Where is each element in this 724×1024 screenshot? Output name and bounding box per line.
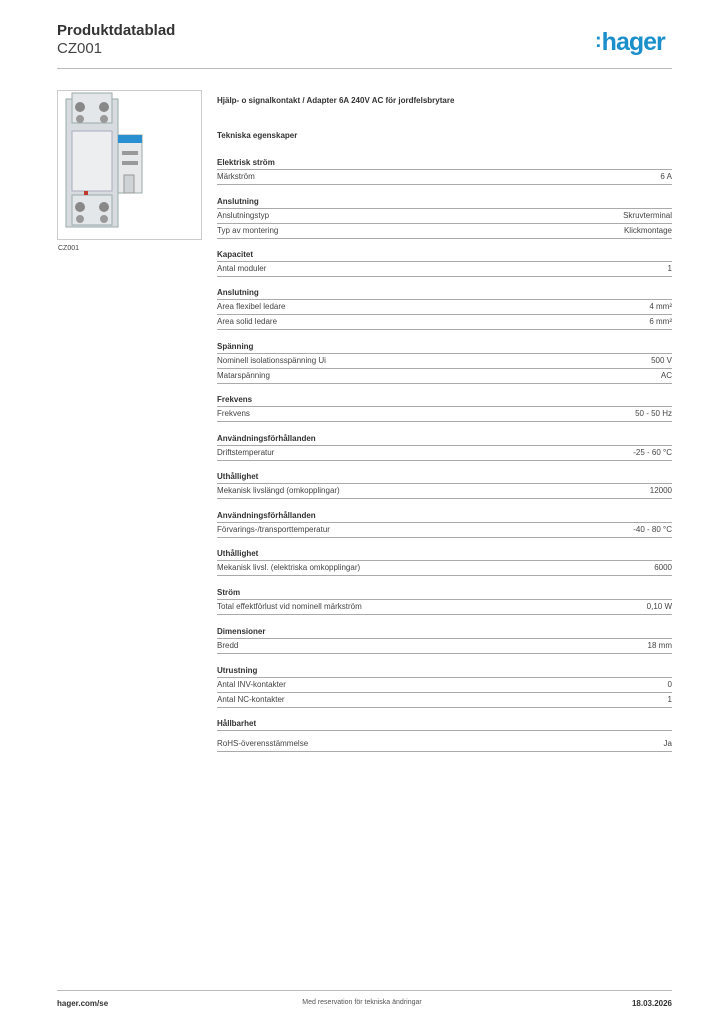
spec-value: Skruvterminal xyxy=(623,211,672,220)
spec-row xyxy=(217,561,672,576)
spec-section xyxy=(217,510,672,538)
header-divider xyxy=(57,68,672,69)
section-title: Utrustning xyxy=(217,665,672,678)
hager-logo: :hager xyxy=(595,28,665,56)
spec-section xyxy=(217,157,672,185)
spec-label: Mekanisk livsl. (elektriska omkopplingar) xyxy=(217,563,361,572)
section-title: Ström xyxy=(217,587,672,600)
spec-row xyxy=(217,354,672,369)
section-title: Frekvens xyxy=(217,394,672,407)
spec-row xyxy=(217,678,672,693)
image-caption: CZ001 xyxy=(58,245,80,252)
spec-label: Total effektförlust vid nominell märkström xyxy=(217,602,362,611)
section-title: Elektrisk ström xyxy=(217,157,672,170)
spec-row xyxy=(217,446,672,461)
spec-label: Mekanisk livslängd (omkopplingar) xyxy=(217,486,340,495)
spec-row xyxy=(217,224,672,239)
spec-value: 50 - 50 Hz xyxy=(635,409,672,418)
section-title: Kapacitet xyxy=(217,249,672,262)
footer-divider xyxy=(57,990,672,991)
spec-label: Frekvens xyxy=(217,409,250,418)
spec-label: Area solid ledare xyxy=(217,317,278,326)
spec-label: Märkström xyxy=(217,172,255,181)
spec-row xyxy=(217,639,672,654)
spec-value: 12000 xyxy=(649,486,672,495)
spec-row xyxy=(217,407,672,422)
spec-value: 0,10 W xyxy=(646,602,672,611)
spec-value: 1 xyxy=(667,264,672,273)
spec-section xyxy=(217,718,672,752)
spec-row xyxy=(217,209,672,224)
spec-label: Anslutningstyp xyxy=(217,211,270,220)
spec-section xyxy=(217,341,672,384)
product-image-drawing xyxy=(58,91,201,239)
properties-heading: Tekniska egenskaper xyxy=(217,131,298,140)
spec-row xyxy=(217,262,672,277)
spec-section xyxy=(217,249,672,277)
product-description: Hjälp- o signalkontakt / Adapter 6A 240V AC för jordfelsbrytare xyxy=(217,96,455,105)
product-code: CZ001 xyxy=(57,40,103,57)
spec-value: 18 mm xyxy=(647,641,672,650)
spec-row xyxy=(217,170,672,185)
spec-value: Klickmontage xyxy=(623,226,672,235)
footer-date: 18.03.2026 xyxy=(631,999,672,1008)
spec-section xyxy=(217,433,672,461)
spec-label: Area flexibel ledare xyxy=(217,302,286,311)
spec-label: Förvarings-/transporttemperatur xyxy=(217,525,330,534)
spec-label: Typ av montering xyxy=(217,226,279,235)
footer-website[interactable]: hager.com/se xyxy=(57,999,109,1008)
section-title: Dimensioner xyxy=(217,626,672,639)
spec-label: Antal INV-kontakter xyxy=(217,680,286,689)
spec-row xyxy=(217,693,672,708)
spec-section xyxy=(217,394,672,422)
spec-label: Driftstemperatur xyxy=(217,448,275,457)
spec-section xyxy=(217,626,672,654)
section-title: Spänning xyxy=(217,341,672,354)
spec-value: 6 mm² xyxy=(649,317,672,326)
spec-value: 6 A xyxy=(660,172,672,181)
section-title: Anslutning xyxy=(217,287,672,300)
spec-row xyxy=(217,523,672,538)
spec-section xyxy=(217,196,672,239)
spec-value: 1 xyxy=(667,695,672,704)
product-image xyxy=(57,90,202,240)
spec-value: 4 mm² xyxy=(649,302,672,311)
spec-value: 500 V xyxy=(651,356,672,365)
spec-row xyxy=(217,369,672,384)
spec-value: 0 xyxy=(667,680,672,689)
spec-value: -40 - 80 °C xyxy=(633,525,672,534)
spec-label: Antal moduler xyxy=(217,264,267,273)
spec-row xyxy=(217,737,672,752)
spec-label: RoHS-överensstämmelse xyxy=(217,739,309,748)
section-title: Användningsförhållanden xyxy=(217,510,672,523)
section-title: Anslutning xyxy=(217,196,672,209)
section-title: Hållbarhet xyxy=(217,718,672,731)
spec-row xyxy=(217,600,672,615)
section-title: Uthållighet xyxy=(217,471,672,484)
spec-label: Nominell isolationsspänning Ui xyxy=(217,356,326,365)
spec-value: -25 - 60 °C xyxy=(633,448,672,457)
spec-label: Bredd xyxy=(217,641,239,650)
spec-row xyxy=(217,315,672,330)
page-title: Produktdatablad xyxy=(57,22,176,39)
spec-value: AC xyxy=(660,371,672,380)
logo-text: hager xyxy=(601,28,665,56)
spec-row xyxy=(217,300,672,315)
section-title: Användningsförhållanden xyxy=(217,433,672,446)
spec-value: 6000 xyxy=(654,563,672,572)
spec-section xyxy=(217,287,672,330)
spec-value: Ja xyxy=(663,739,672,748)
spec-section xyxy=(217,548,672,576)
spec-row xyxy=(217,484,672,499)
spec-section xyxy=(217,587,672,615)
spec-label: Matarspänning xyxy=(217,371,270,380)
spec-section xyxy=(217,665,672,708)
spec-label: Antal NC-kontakter xyxy=(217,695,285,704)
spec-section xyxy=(217,471,672,499)
section-title: Uthållighet xyxy=(217,548,672,561)
footer-note: Med reservation för tekniska ändringar xyxy=(302,999,422,1006)
